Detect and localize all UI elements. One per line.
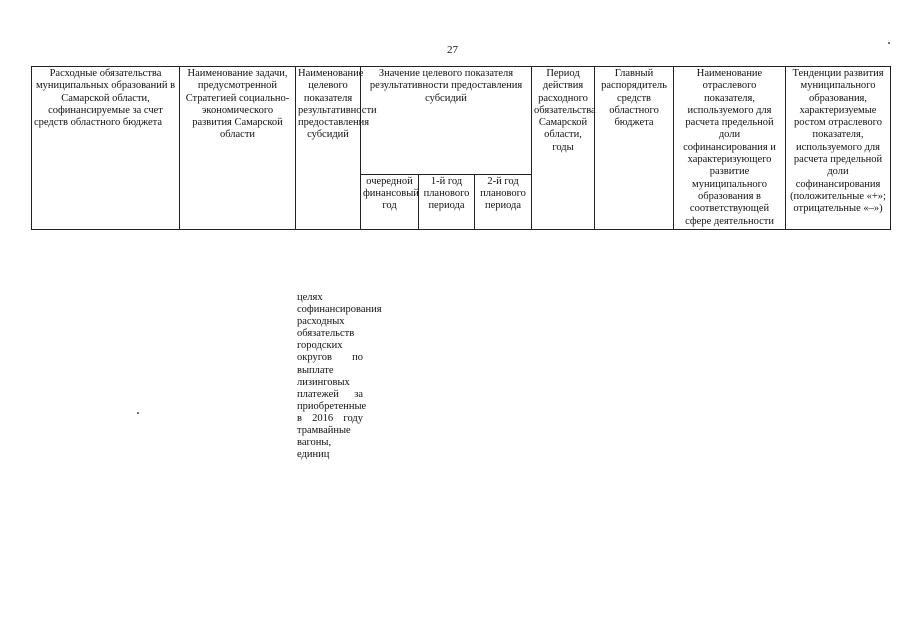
header-period: Период действия расходного обязательства Самарской области, годы <box>532 67 595 230</box>
subheader-plan-year-2: 2-й год планового периода <box>475 174 532 229</box>
header-administrator: Главный распорядитель средств областного бюджета <box>595 67 674 230</box>
header-indicator-name: Наименование целевого показателя результативности предоставления субсидий <box>296 67 361 230</box>
header-row <box>32 67 891 175</box>
header-sector-indicator: Наименование отраслевого показателя, используемого для расчета предельной доли софинансирования и характеризующего развитие муниципального образования в соответствующей сфере деятельности <box>674 67 786 230</box>
subheader-plan-year-1: 1-й год планового периода <box>419 174 475 229</box>
header-target-value: Значение целевого показателя результативности предоставления субсидий <box>361 67 532 175</box>
scan-speck <box>137 412 139 414</box>
header-obligations: Расходные обязательства муниципальных образований в Самарской области, софинансируемые за счет средств областного бюджета <box>32 67 180 230</box>
document-table <box>31 66 891 230</box>
header-trends: Тенденции развития муниципального образования, характеризуемые ростом отраслевого показателя, используемого для расчета предельной доли софинансирования (положительные «+»; отрицательные «–») <box>786 67 891 230</box>
page-number: 27 <box>447 44 458 56</box>
header-task: Наименование задачи, предусмотренной Стратегией социально-экономического развития Самарской области <box>180 67 296 230</box>
subheader-current-year: очередной финансовый год <box>361 174 419 229</box>
scan-speck <box>888 42 890 44</box>
indicator-continuation-text: целях софинансирования расходных обязательств городских округов по выплате лизинговых платежей за приобретенные в 2016 году трамвайные вагоны, единиц <box>297 292 382 461</box>
